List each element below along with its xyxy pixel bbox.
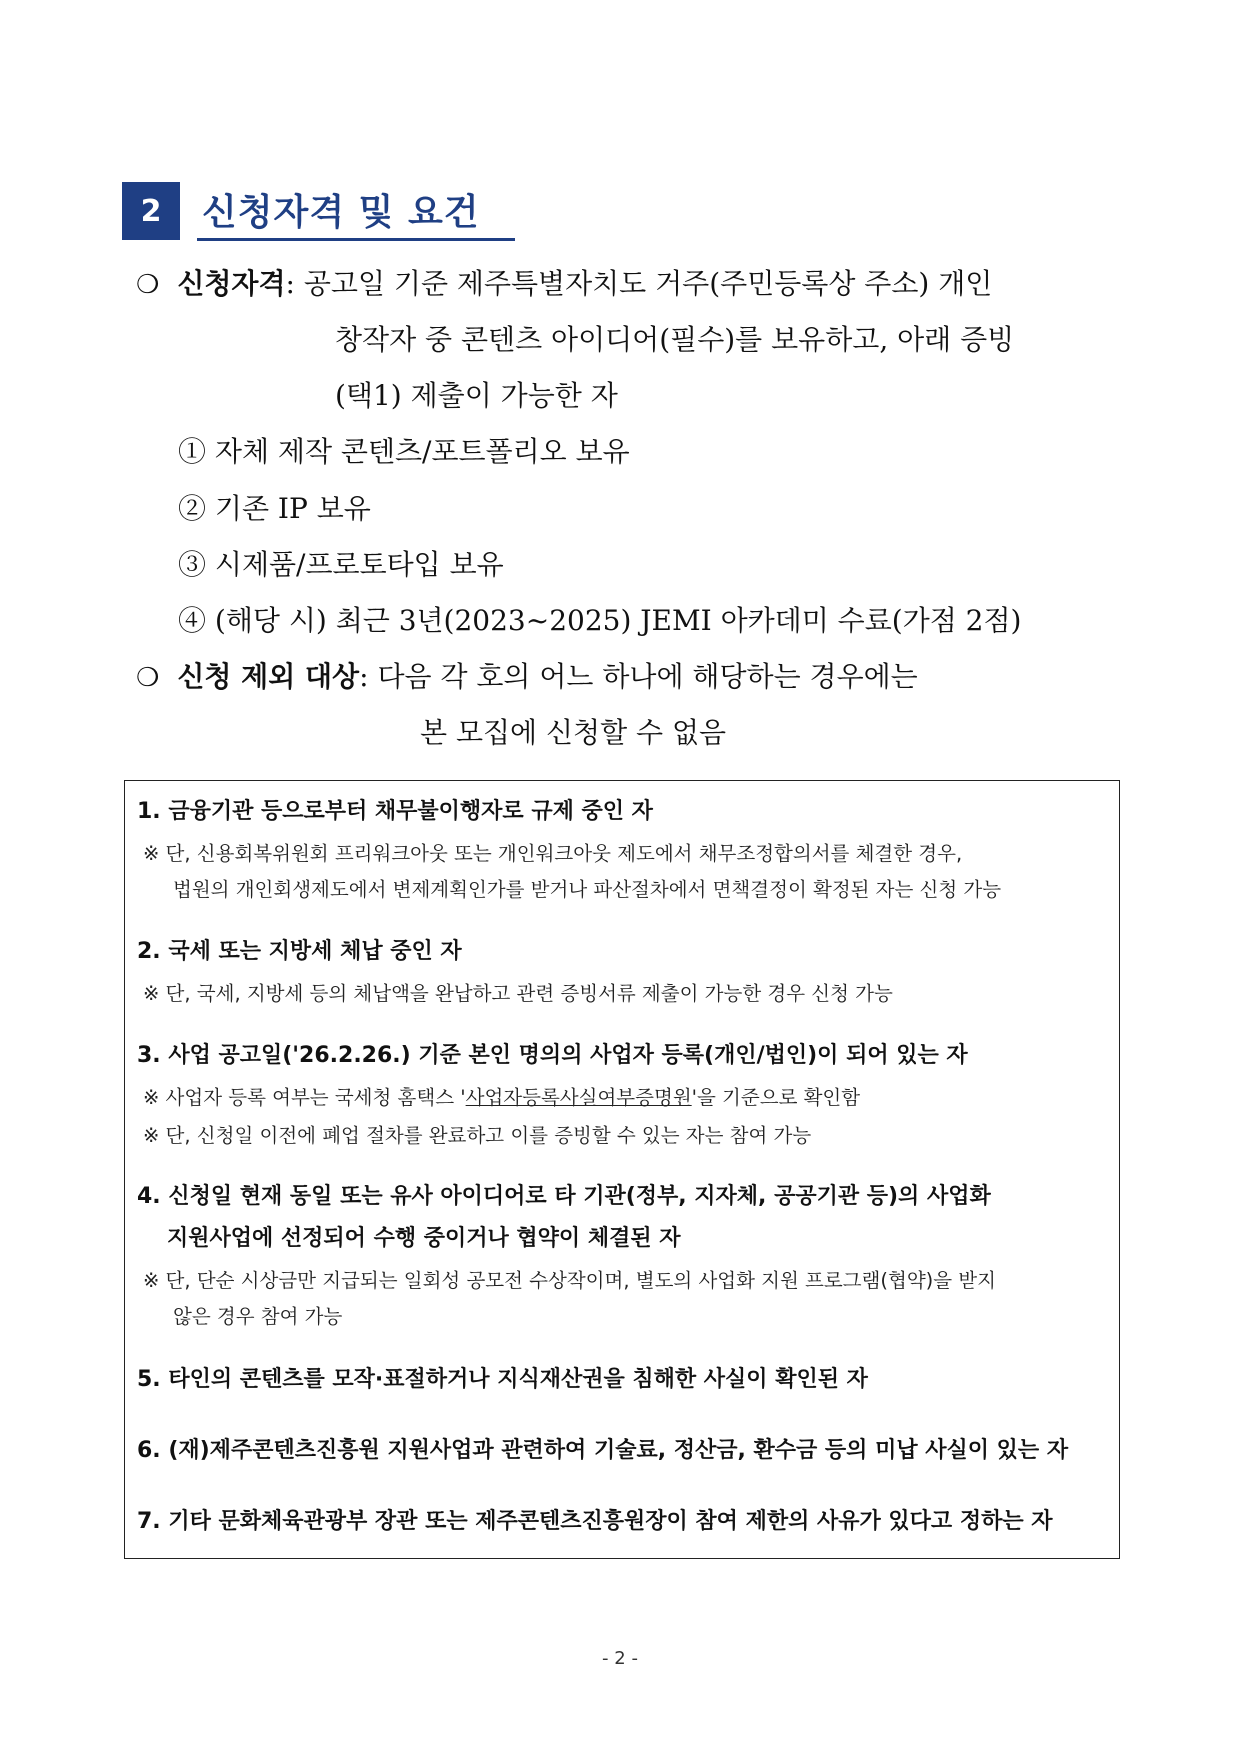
eligibility-label: 신청자격 bbox=[177, 267, 286, 300]
eligibility-item-1: ① 자체 제작 콘텐츠/포트폴리오 보유 bbox=[178, 435, 630, 468]
certificate-name: 사업자등록사실여부증명원 bbox=[465, 1086, 692, 1109]
criteria-3-note-2: ※ 단, 신청일 이전에 폐업 절차를 완료하고 이를 증빙할 수 있는 자는 참여 가능 bbox=[143, 1124, 812, 1147]
exclusion-text-1: : 다음 각 호의 어느 하나에 해당하는 경우에는 bbox=[359, 660, 918, 693]
eligibility-line-2 bbox=[335, 318, 1124, 358]
criteria-1-note-2: 법원의 개인회생제도에서 변제계획인가를 받거나 파산절차에서 면책결정이 확정된 자는 신청 가능 bbox=[173, 878, 1002, 901]
exclusion-line-1 bbox=[136, 655, 918, 695]
exclusion-label: 신청 제외 대상 bbox=[177, 660, 360, 693]
criteria-4-note-2: 않은 경우 참여 가능 bbox=[173, 1305, 343, 1328]
section-title: 신청자격 및 요건 bbox=[202, 192, 480, 233]
eligibility-text-1: : 공고일 기준 제주특별자치도 거주(주민등록상 주소) 개인 bbox=[285, 267, 993, 300]
criteria-3-note-1: ※ 사업자 등록 여부는 국세청 홈택스 '사업자등록사실여부증명원'을 기준으로 확인함 bbox=[143, 1086, 861, 1109]
criteria-1-note-1: ※ 단, 신용회복위원회 프리워크아웃 또는 개인워크아웃 제도에서 채무조정합의서를 체결한 경우, bbox=[143, 842, 963, 865]
criteria-1-title: 1. 금융기관 등으로부터 채무불이행자로 규제 중인 자 bbox=[137, 799, 653, 824]
eligibility-text-2: 창작자 중 콘텐츠 아이디어(필수)를 보유하고, 아래 증빙 bbox=[335, 323, 1015, 356]
criteria-2-title: 2. 국세 또는 지방세 체납 중인 자 bbox=[137, 939, 462, 964]
criteria-5-title: 5. 타인의 콘텐츠를 모작·표절하거나 지식재산권을 침해한 사실이 확인된 자 bbox=[137, 1367, 868, 1392]
section-number: 2 bbox=[122, 182, 180, 240]
circle-bullet-icon: ❍ bbox=[136, 663, 160, 693]
section-heading bbox=[122, 182, 516, 242]
eligibility-line-3 bbox=[335, 374, 618, 414]
exclusion-criteria-box bbox=[124, 780, 1120, 1559]
criteria-6-title: 6. (재)제주콘텐츠진흥원 지원사업과 관련하여 기술료, 정산금, 환수금 등의 미납 사실이 있는 자 bbox=[137, 1438, 1069, 1463]
eligibility-item-3: ③ 시제품/프로토타입 보유 bbox=[178, 548, 504, 581]
section-title-underline bbox=[197, 238, 515, 241]
criteria-2-note-1: ※ 단, 국세, 지방세 등의 체납액을 완납하고 관련 증빙서류 제출이 가능한 경우 신청 가능 bbox=[143, 982, 893, 1005]
eligibility-line-1 bbox=[136, 262, 1124, 302]
criteria-4-title-2: 지원사업에 선정되어 수행 중이거나 협약이 체결된 자 bbox=[167, 1226, 681, 1251]
eligibility-text-3: (택1) 제출이 가능한 자 bbox=[335, 379, 618, 412]
eligibility-item-4: ④ (해당 시) 최근 3년(2023~2025) JEMI 아카데미 수료(가점 2점) bbox=[178, 604, 1022, 637]
criteria-3-title: 3. 사업 공고일('26.2.26.) 기준 본인 명의의 사업자 등록(개인/법인)이 되어 있는 자 bbox=[137, 1043, 968, 1068]
exclusion-line-2: 본 모집에 신청할 수 없음 bbox=[420, 716, 727, 749]
criteria-4-note-1: ※ 단, 단순 시상금만 지급되는 일회성 공모전 수상작이며, 별도의 사업화 지원 프로그램(협약)을 받지 bbox=[143, 1269, 996, 1292]
criteria-4-title-1: 4. 신청일 현재 동일 또는 유사 아이디어로 타 기관(정부, 지자체, 공공기관 등)의 사업화 bbox=[137, 1184, 991, 1209]
eligibility-item-2: ② 기존 IP 보유 bbox=[178, 492, 371, 525]
criteria-7-title: 7. 기타 문화체육관광부 장관 또는 제주콘텐츠진흥원장이 참여 제한의 사유가 있다고 정하는 자 bbox=[137, 1509, 1053, 1534]
circle-bullet-icon: ❍ bbox=[136, 270, 160, 300]
page-number: - 2 - bbox=[602, 1648, 638, 1669]
